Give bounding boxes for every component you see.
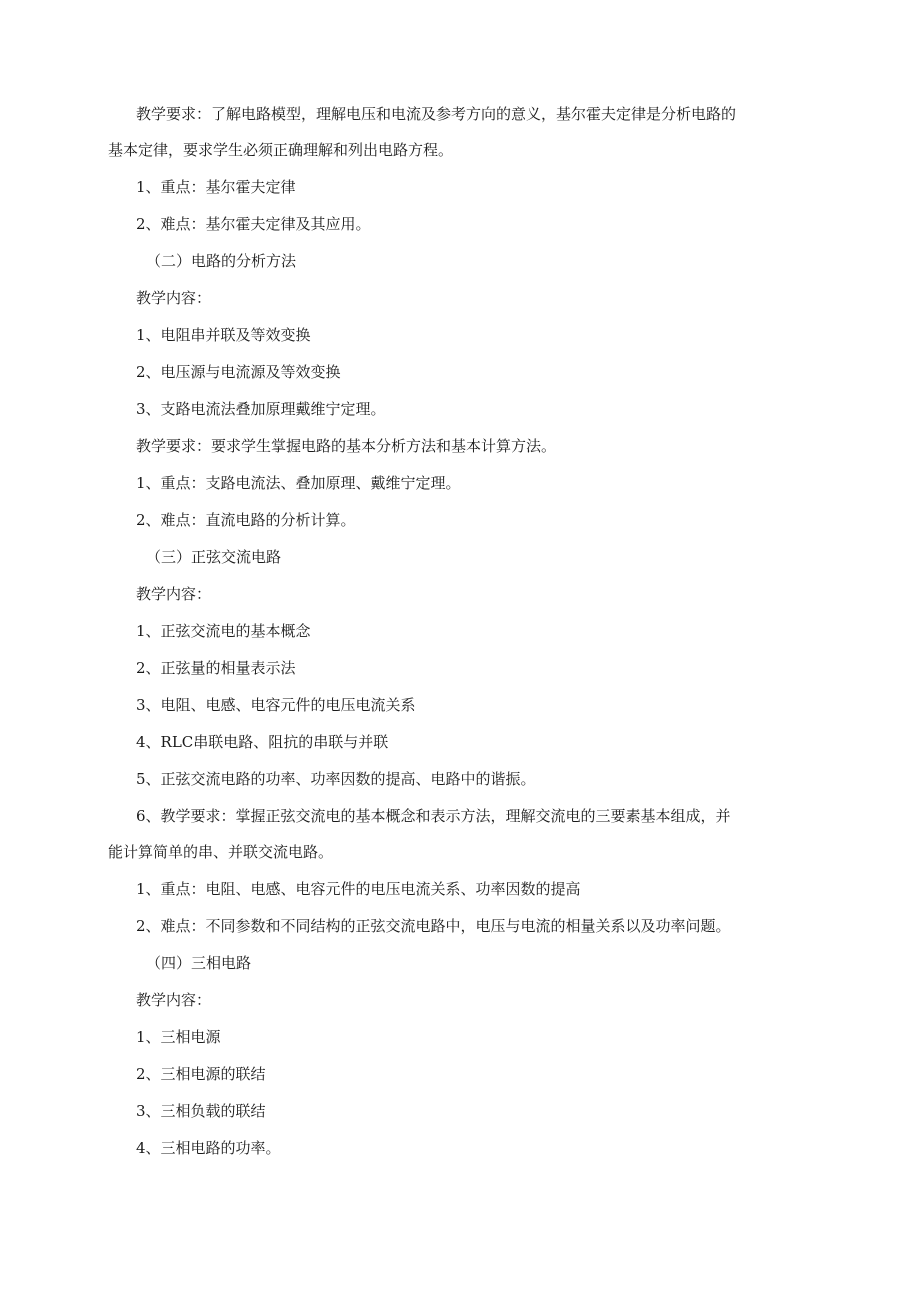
list-item: 2、三相电源的联结 xyxy=(136,1065,266,1083)
paragraph-line: 6、教学要求：掌握正弦交流电的基本概念和表示方法，理解交流电的三要素基本组成，并 xyxy=(136,807,731,825)
list-item: 4、RLC串联电路、阻抗的串联与并联 xyxy=(136,733,389,751)
difficulty-point: 2、难点：基尔霍夫定律及其应用。 xyxy=(136,215,371,233)
section-title-2: （二）电路的分析方法 xyxy=(146,252,297,270)
list-item: 3、三相负载的联结 xyxy=(136,1102,266,1120)
list-item: 1、正弦交流电的基本概念 xyxy=(136,622,311,640)
list-item: 4、三相电路的功率。 xyxy=(136,1139,281,1157)
key-point: 1、重点：支路电流法、叠加原理、戴维宁定理。 xyxy=(136,474,461,492)
teaching-requirement-paragraph xyxy=(108,806,830,862)
list-item: 3、电阻、电感、电容元件的电压电流关系 xyxy=(136,696,416,714)
list-item: 3、支路电流法叠加原理戴维宁定理。 xyxy=(136,400,386,418)
paragraph-line: 基本定律，要求学生必须正确理解和列出电路方程。 xyxy=(108,141,454,159)
difficulty-point: 2、难点：直流电路的分析计算。 xyxy=(136,511,356,529)
list-item: 1、三相电源 xyxy=(136,1028,221,1046)
content-label: 教学内容： xyxy=(136,991,212,1009)
list-item: 2、电压源与电流源及等效变换 xyxy=(136,363,341,381)
section-title-4: （四）三相电路 xyxy=(146,954,252,972)
key-point: 1、重点：电阻、电感、电容元件的电压电流关系、功率因数的提高 xyxy=(136,880,581,898)
paragraph-line: 教学要求：了解电路模型，理解电压和电流及参考方向的意义，基尔霍夫定律是分析电路的 xyxy=(136,105,737,123)
list-item: 5、正弦交流电路的功率、功率因数的提高、电路中的谐振。 xyxy=(136,770,536,788)
section-title-3: （三）正弦交流电路 xyxy=(146,548,282,566)
teaching-requirement: 教学要求：要求学生掌握电路的基本分析方法和基本计算方法。 xyxy=(136,437,557,455)
content-label: 教学内容： xyxy=(136,585,212,603)
list-item: 1、电阻串并联及等效变换 xyxy=(136,326,311,344)
difficulty-point: 2、难点：不同参数和不同结构的正弦交流电路中，电压与电流的相量关系以及功率问题。 xyxy=(136,917,731,935)
teaching-requirement-paragraph xyxy=(108,104,830,160)
content-label: 教学内容： xyxy=(136,289,212,307)
key-point: 1、重点：基尔霍夫定律 xyxy=(136,178,296,196)
list-item: 2、正弦量的相量表示法 xyxy=(136,659,296,677)
paragraph-line: 能计算简单的串、并联交流电路。 xyxy=(108,843,334,861)
